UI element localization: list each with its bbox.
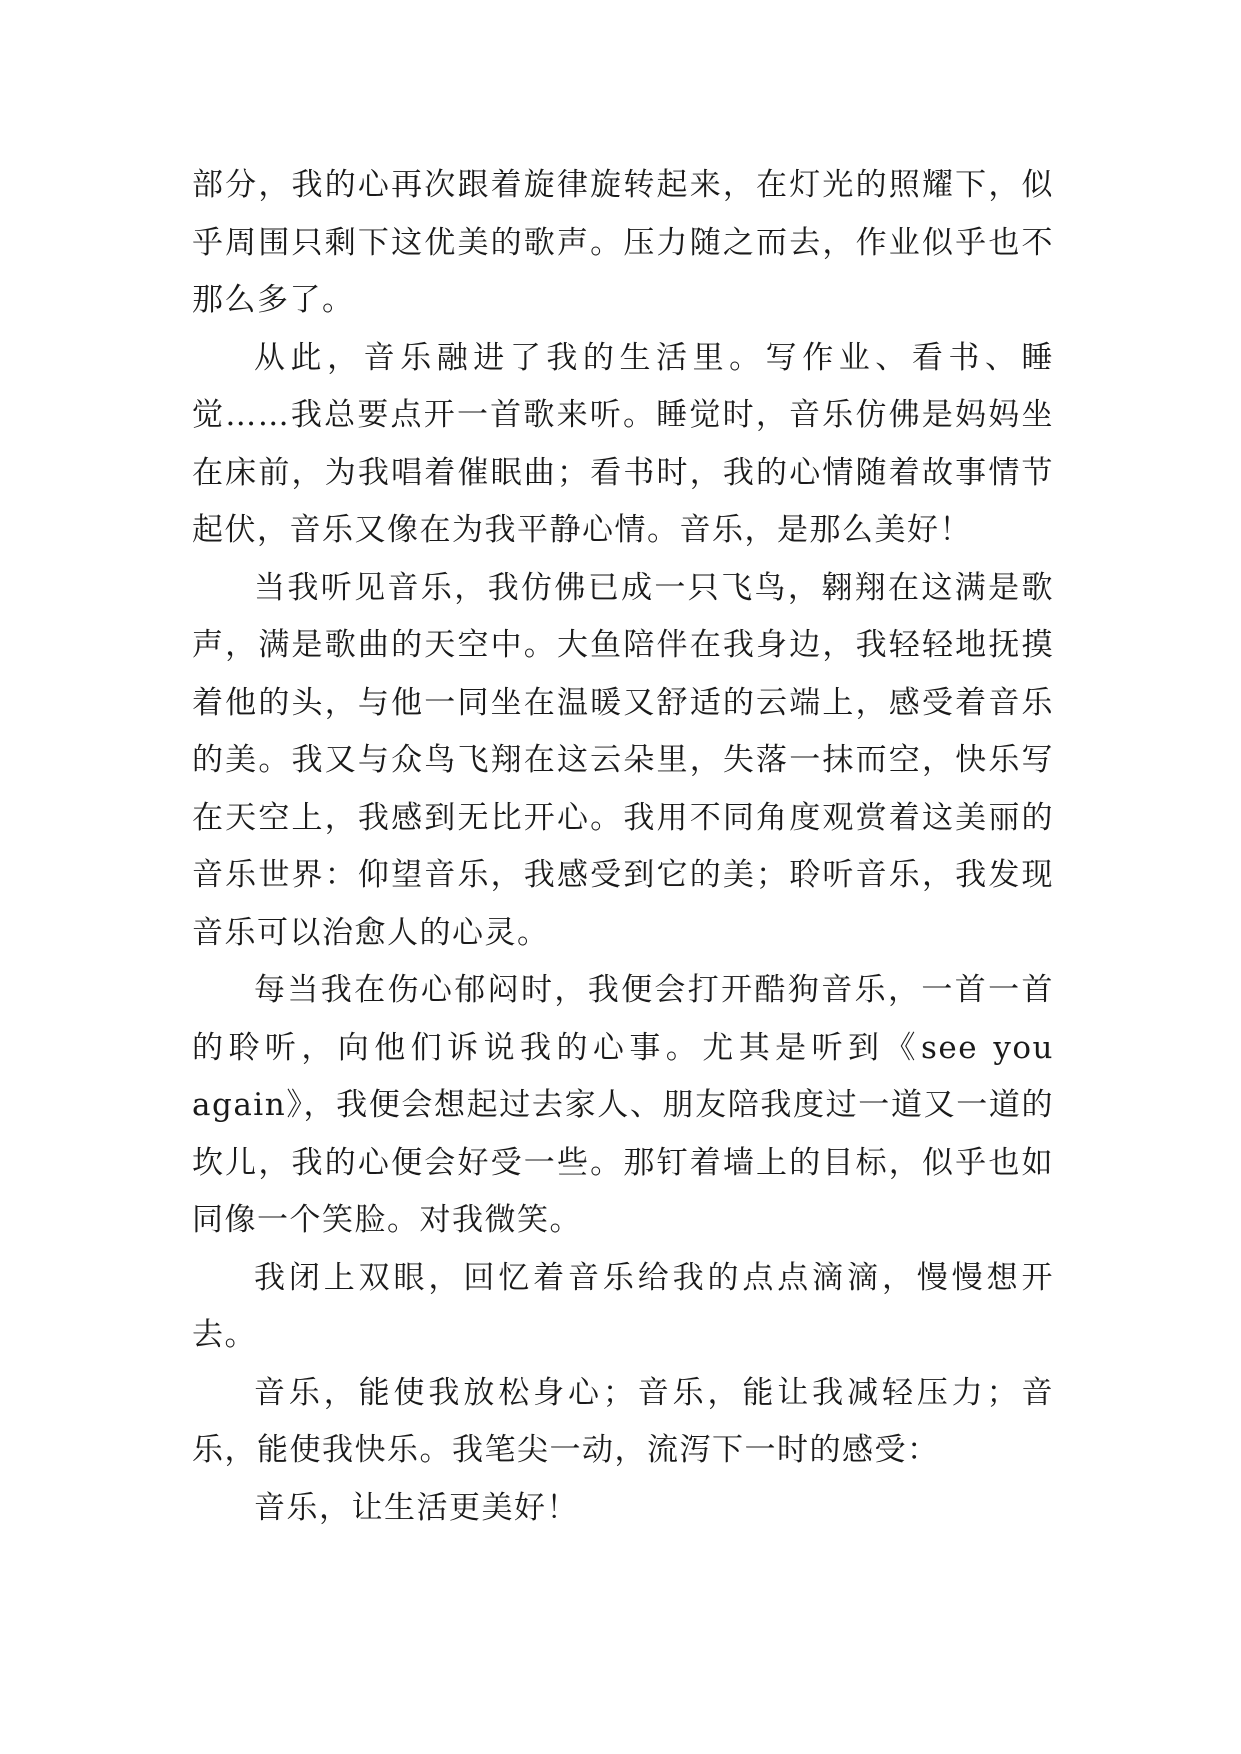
paragraph-4: 每当我在伤心郁闷时，我便会打开酷狗音乐，一首一首的聆听，向他们诉说我的心事。尤其是听到《see you again》，我便会想起过去家人、朋友陪我度过一道又一道的坎儿，我的心便会好受一些。那钉着墙上的目标，似乎也如同像一个笑脸。对我微笑。 [192, 972, 1054, 1238]
paragraph-2: 从此，音乐融进了我的生活里。写作业、看书、睡觉……我总要点开一首歌来听。睡觉时，音乐仿佛是妈妈坐在床前，为我唱着催眠曲；看书时，我的心情随着故事情节起伏，音乐又像在为我平静心情。音乐，是那么美好！ [192, 339, 1054, 548]
essay-body [192, 157, 1054, 1537]
paragraph-7: 音乐，让生活更美好！ [254, 1489, 579, 1526]
paragraph-5: 我闭上双眼，回忆着音乐给我的点点滴滴，慢慢想开去。 [192, 1259, 1054, 1353]
paragraph-6: 音乐，能使我放松身心；音乐，能让我减轻压力；音乐，能使我快乐。我笔尖一动，流泻下一时的感受： [192, 1374, 1054, 1468]
paragraph-3: 当我听见音乐，我仿佛已成一只飞鸟，翱翔在这满是歌声，满是歌曲的天空中。大鱼陪伴在我身边，我轻轻地抚摸着他的头，与他一同坐在温暖又舒适的云端上，感受着音乐的美。我又与众鸟飞翔在这云朵里，失落一抹而空，快乐写在天空上，我感到无比开心。我用不同角度观赏着这美丽的音乐世界：仰望音乐，我感受到它的美；聆听音乐，我发现音乐可以治愈人的心灵。 [192, 569, 1054, 951]
paragraph-1: 部分，我的心再次跟着旋律旋转起来，在灯光的照耀下，似乎周围只剩下这优美的歌声。压力随之而去，作业似乎也不那么多了。 [192, 167, 1054, 318]
